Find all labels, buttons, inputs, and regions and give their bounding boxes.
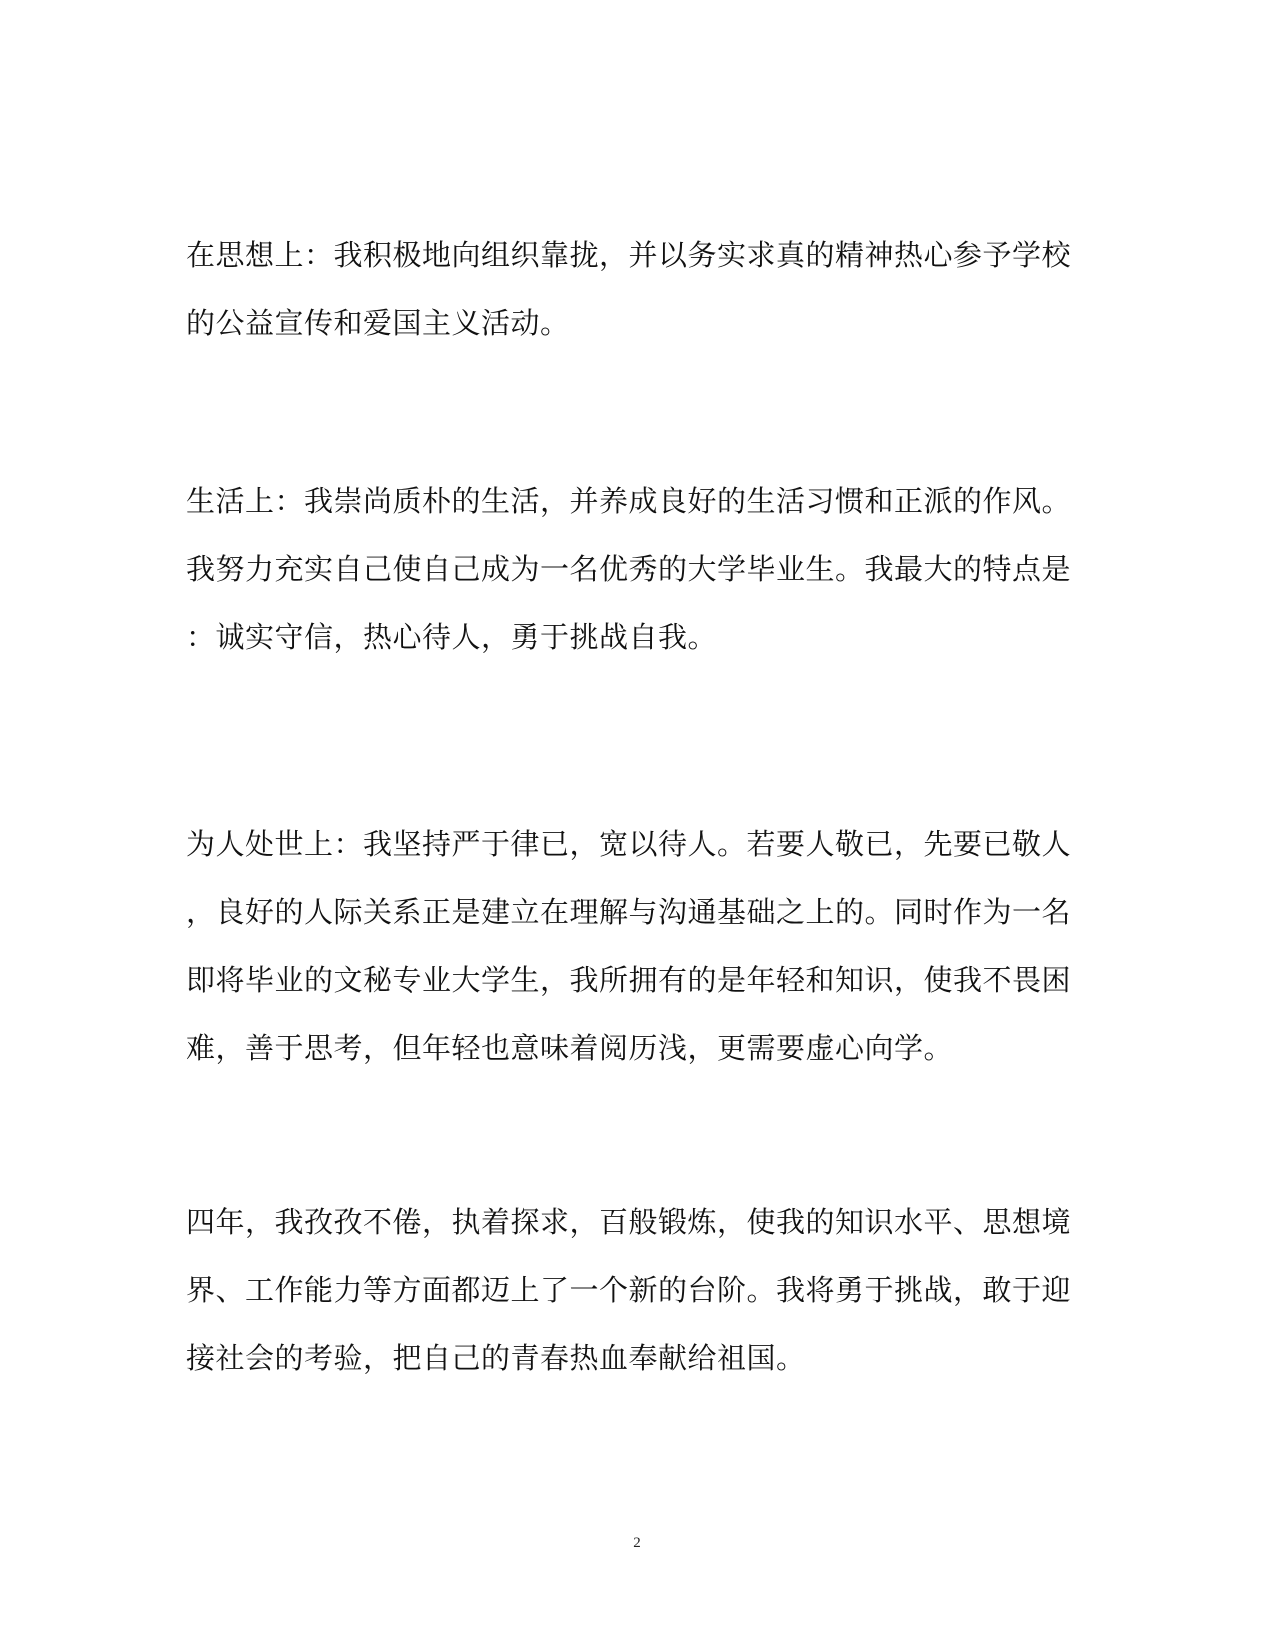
paragraph-conduct (186, 810, 1072, 1082)
paragraph-line: 我努力充实自己使自己成为一名优秀的大学毕业生。我最大的特点是 (186, 552, 1072, 586)
paragraph-line: 生活上：我崇尚质朴的生活，并养成良好的生活习惯和正派的作风。 (186, 484, 1072, 518)
paragraph-summary (186, 1188, 1072, 1392)
paragraph-line: 界、工作能力等方面都迈上了一个新的台阶。我将勇于挑战，敢于迎 (186, 1273, 1072, 1307)
paragraph-line: 接社会的考验，把自己的青春热血奉献给祖国。 (186, 1341, 806, 1375)
paragraph-line: ，良好的人际关系正是建立在理解与沟通基础之上的。同时作为一名 (186, 895, 1072, 929)
paragraph-line: 四年，我孜孜不倦，执着探求，百般锻炼，使我的知识水平、思想境 (186, 1205, 1072, 1239)
paragraph-life (186, 467, 1072, 671)
paragraph-ideology (186, 221, 1072, 357)
paragraph-line: 为人处世上：我坚持严于律已，宽以待人。若要人敬已，先要已敬人 (186, 827, 1072, 861)
paragraph-line: ：诚实守信，热心待人，勇于挑战自我。 (186, 620, 718, 654)
paragraph-line: 难，善于思考，但年轻也意味着阅历浅，更需要虚心向学。 (186, 1031, 954, 1065)
paragraph-line: 即将毕业的文秘专业大学生，我所拥有的是年轻和知识，使我不畏困 (186, 963, 1072, 997)
paragraph-line: 在思想上：我积极地向组织靠拢，并以务实求真的精神热心参予学校 (186, 238, 1072, 272)
page-number: 2 (633, 1535, 641, 1551)
paragraph-line: 的公益宣传和爱国主义活动。 (186, 306, 570, 340)
